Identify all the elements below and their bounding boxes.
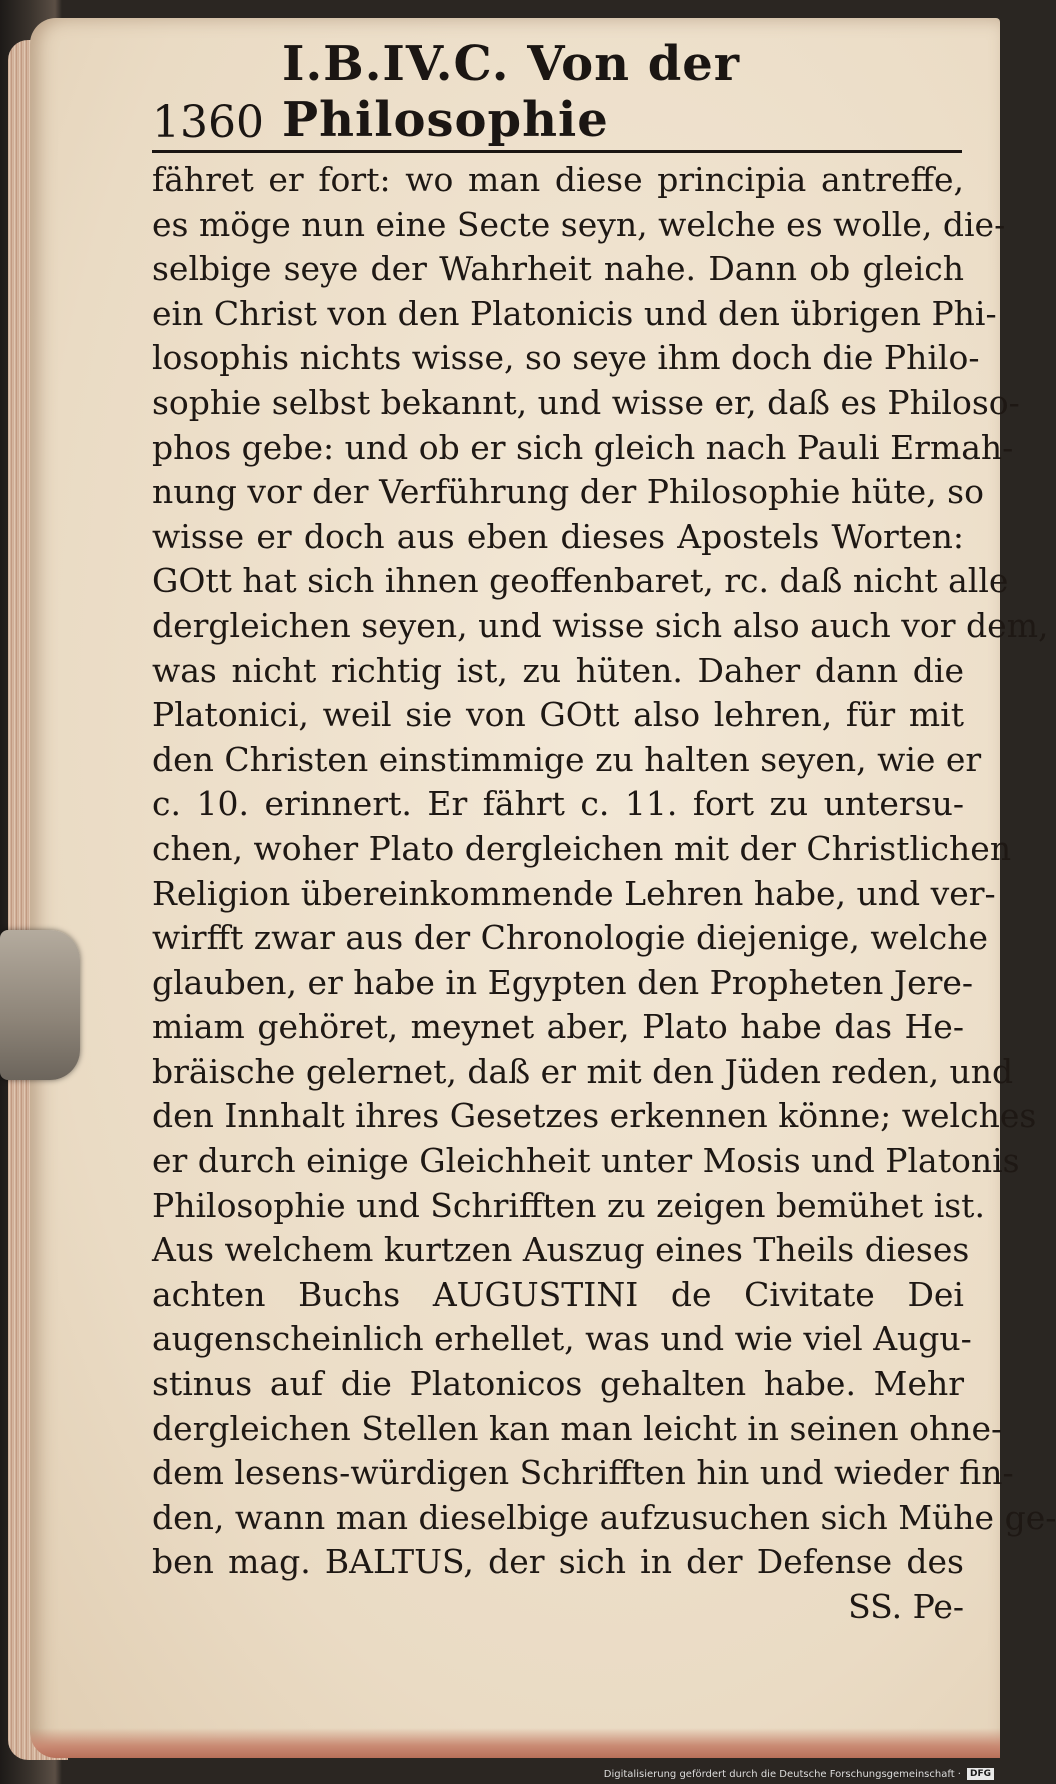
text-line: sophie selbst bekannt, und wisse er, daß es Philoso- (152, 382, 1020, 422)
text-line: dem lesens-würdigen Schrifften hin und wieder fin- (152, 1453, 1014, 1493)
text-line: miam gehöret, meynet aber, Plato habe das He- (152, 1007, 964, 1047)
text-line: c. 10. erinnert. Er fährt c. 11. fort zu untersu- (152, 784, 964, 824)
page-number: 1360 (152, 97, 264, 148)
page-clip (0, 930, 80, 1080)
text-line: den Innhalt ihres Gesetzes erkennen könne; welches (152, 1096, 1037, 1136)
text-line: dergleichen seyen, und wisse sich also auch vor dem, (152, 605, 1049, 645)
text-line: nung vor der Verführung der Philosophie hüte, so (152, 472, 984, 512)
text-line: Platonici, weil sie von GOtt also lehren, für mit (152, 695, 964, 735)
page-header (152, 36, 964, 148)
text-line: achten Buchs AUGUSTINI de Civitate Dei (152, 1274, 964, 1314)
header-rule (152, 150, 962, 153)
text-line: Philosophie und Schrifften zu zeigen bemühet ist. (152, 1185, 985, 1225)
text-line: ein Christ von den Platonicis und den übrigen Phi- (152, 293, 997, 333)
text-line: dergleichen Stellen kan man leicht in seinen ohne- (152, 1408, 1003, 1448)
text-line: GOtt hat sich ihnen geoffenbaret, rc. daß nicht alle (152, 561, 1009, 601)
text-line: chen, woher Plato dergleichen mit der Christlichen (152, 828, 1012, 868)
text-line: es möge nun eine Secte seyn, welche es wolle, die- (152, 204, 1006, 244)
text-line: wisse er doch aus eben dieses Apostels Worten: (152, 516, 964, 556)
text-line: phos gebe: und ob er sich gleich nach Pauli Ermah- (152, 427, 1014, 467)
text-line: stinus auf die Platonicos gehalten habe. Mehr (152, 1364, 964, 1404)
text-line: den, wann man dieselbige aufzusuchen sich Mühe ge- (152, 1497, 1056, 1537)
text-line: losophis nichts wisse, so seye ihm doch die Philo- (152, 338, 980, 378)
dfg-logo: DFG (967, 1768, 994, 1780)
funding-credit: Digitalisierung gefördert durch die Deutsche Forschungsgemeinschaft · (603, 1768, 961, 1780)
running-head: I.B.IV.C. Von der Philosophie (281, 36, 741, 148)
catchword: SS. Pe- (848, 1587, 964, 1626)
text-line: glauben, er habe in Egypten den Propheten Jere- (152, 962, 974, 1002)
digitization-footer (604, 1768, 994, 1780)
text-line: selbige seye der Wahrheit nahe. Dann ob gleich (152, 249, 964, 289)
text-line: augenscheinlich erhellet, was und wie viel Augu- (152, 1319, 972, 1359)
text-line: wirfft zwar aus der Chronologie diejenige, welche (152, 918, 989, 958)
text-line: fähret er fort: wo man diese principia antreffe, (152, 160, 964, 199)
text-line: was nicht richtig ist, zu hüten. Daher dann die (152, 650, 964, 690)
text-line: Religion übereinkommende Lehren habe, und ver- (152, 873, 996, 913)
text-line: Aus welchem kurtzen Auszug eines Theils dieses (152, 1230, 970, 1270)
text-line: er durch einige Gleichheit unter Mosis und Platonis (152, 1141, 1020, 1181)
text-line: den Christen einstimmige zu halten seyen, wie er (152, 739, 982, 779)
text-line: bräische gelernet, daß er mit den Jüden reden, und (152, 1051, 1014, 1091)
body-text (152, 158, 1056, 1630)
text-line: ben mag. BALTUS, der sich in der Defense des (152, 1542, 964, 1582)
